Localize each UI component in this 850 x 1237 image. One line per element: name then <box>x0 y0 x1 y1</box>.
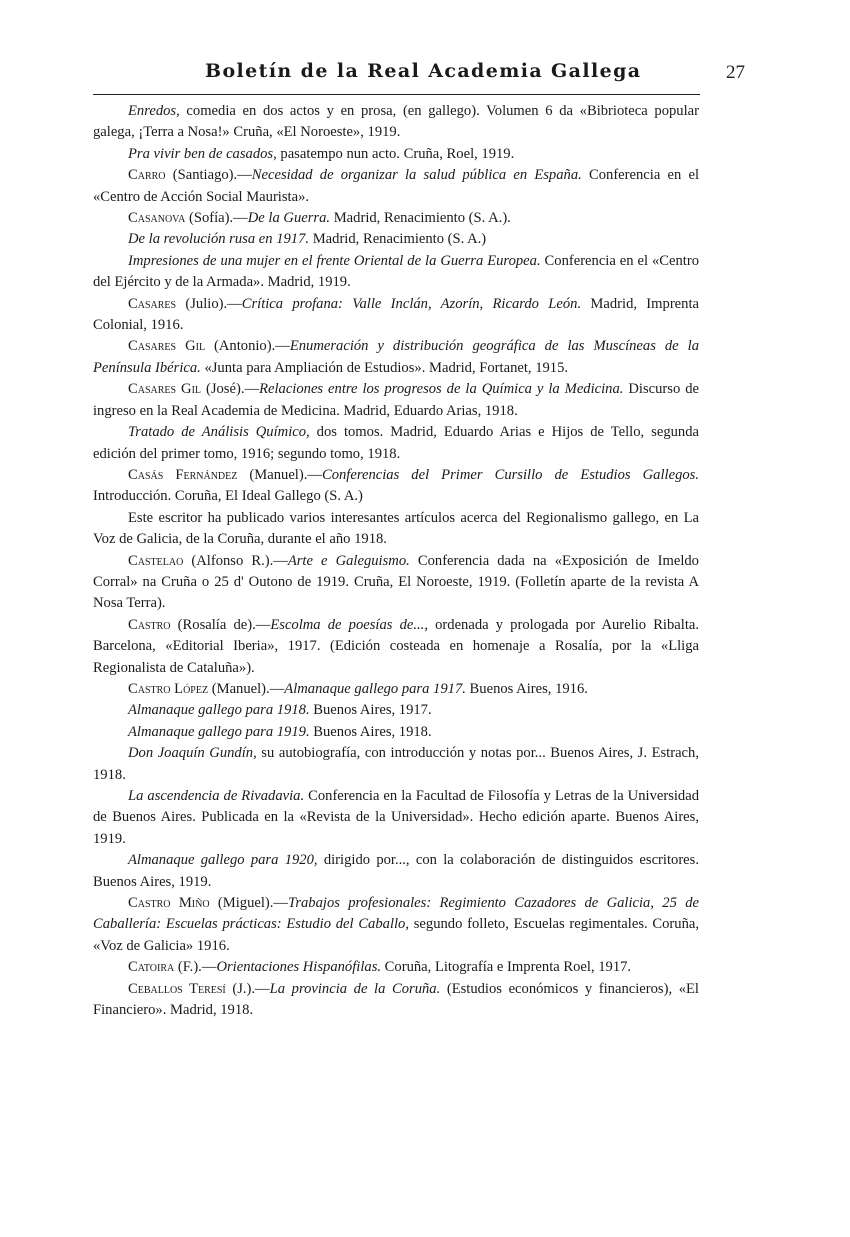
entry-author-detail: (Antonio).— <box>205 338 290 355</box>
entry-text: (Estudios económicos y financieros), «El Financiero». Madrid, 1918. <box>93 980 699 1019</box>
bibliography-entry <box>93 722 699 743</box>
entry-text: Buenos Aires, 1916. <box>465 680 588 697</box>
entry-title: Almanaque gallego para 1920, <box>128 852 318 869</box>
entry-text: Madrid, Renacimiento (S. A.). <box>330 210 511 227</box>
entry-author: Catoira <box>128 959 175 976</box>
entry-author: Castro <box>128 616 171 633</box>
entry-author: Carro <box>128 167 166 184</box>
entry-title: De la revolución rusa en 1917. <box>128 231 310 248</box>
entry-author-detail: (Julio).— <box>176 295 242 312</box>
entry-text: Este escritor ha publicado varios interesantes artículos acerca del Regionalismo gallego, en La Voz de Galicia, de la Coruña, durante el año 1918. <box>93 509 699 548</box>
bibliography-entry <box>93 208 699 229</box>
bibliography-entry <box>93 379 699 422</box>
bibliography-entry <box>93 465 699 508</box>
entry-text: Conferencia en el «Centro de Acción Social Maurista». <box>93 167 700 205</box>
bibliography-entry <box>93 551 699 615</box>
entry-title: Almanaque gallego para 1919. <box>128 723 310 740</box>
entry-author-detail: (Sofía).— <box>185 210 248 227</box>
entry-title: Relaciones entre los progresos de la Química y la Medicina. <box>259 381 624 398</box>
entry-text: dos tomos. Madrid, Eduardo Arias e Hijos de Tello, segunda edición del primer tomo, 1916; segundo tomo, 1918. <box>93 424 699 462</box>
entry-title: Enumeración y distribución geográfica de las Muscíneas de la Península Ibérica. <box>93 338 699 376</box>
bibliography-entry <box>93 679 699 700</box>
page-number: 27 <box>726 62 745 83</box>
entry-text: Buenos Aires, 1918. <box>309 723 432 740</box>
entry-text: Coruña, Litografía e Imprenta Roel, 1917. <box>381 959 632 976</box>
bibliography-entry <box>93 422 699 465</box>
entry-title: Tratado de Análisis Químico, <box>128 424 310 441</box>
bibliography-entry <box>93 508 699 551</box>
entry-author: Castro López <box>128 680 209 697</box>
entry-author: Casares <box>128 295 177 312</box>
entry-text: dirigido por..., con la colaboración de distinguidos escritores. Buenos Aires, 1919. <box>93 852 699 890</box>
entry-text: Madrid, Renacimiento (S. A.) <box>309 231 487 248</box>
entry-text: ordenada y prologada por Aurelio Ribalta. Barcelona, «Editorial Iberia», 1917. (Edición costeada en homenaje a Rosalía, por la «Lliga Regionalista de Cataluña»). <box>93 616 699 676</box>
bibliography-entry <box>93 229 699 250</box>
entry-author: Casares Gil <box>128 381 202 398</box>
entry-text: segundo folleto, Escuelas regimentales. Coruña, «Voz de Galicia» 1916. <box>93 916 699 954</box>
bibliography-entry <box>93 893 699 957</box>
bibliography-entry <box>93 101 699 144</box>
entry-title: La ascendencia de Rivadavia. <box>128 788 305 804</box>
entry-author: Ceballos Teresí <box>128 980 226 997</box>
entry-title: Pra vivir ben de casados, <box>128 145 277 162</box>
bibliography-entry <box>93 786 699 850</box>
entry-title: Conferencias del Primer Cursillo de Estudios Gallegos. <box>321 466 699 483</box>
entry-text: su autobiografía, con introducción y notas por... Buenos Aires, J. Estrach, 1918. <box>93 745 699 783</box>
entry-text: Conferencia en la Facultad de Filosofía y Letras de la Universidad de Buenos Aires. Publicada en la «Revista de la Universidad». Hecho edición aparte. Buenos Aires, 1919. <box>93 788 700 847</box>
bibliography-entry <box>93 743 699 786</box>
entry-text: Conferencia en el «Centro del Ejército y de la Armada». Madrid, 1919. <box>93 252 699 291</box>
entry-title: Escolma de poesías de..., <box>270 616 428 633</box>
entry-title: Almanaque gallego para 1917. <box>284 680 466 697</box>
entry-title: Enredos, <box>128 103 180 119</box>
bibliography-entry <box>93 294 699 337</box>
bibliography-entry <box>93 615 699 679</box>
entry-author: Casanova <box>128 210 186 227</box>
entry-author-detail: (José).— <box>201 381 260 398</box>
entry-title: Orientaciones Hispanófilas. <box>216 959 382 976</box>
bibliography-entry <box>93 850 699 893</box>
entry-author: Casás Fernández <box>128 466 238 483</box>
entry-title: De la Guerra. <box>247 210 331 227</box>
entry-text: pasatempo nun acto. Cruña, Roel, 1919. <box>276 145 515 162</box>
bibliography-entry <box>93 957 699 978</box>
bibliography-entry <box>93 700 699 721</box>
entry-author-detail: (Santiago).— <box>165 167 252 184</box>
entry-title: Crítica profana: Valle Inclán, Azorín, Ricardo León. <box>241 295 582 312</box>
running-title: Boletín de la Real Academia Gallega <box>205 60 642 82</box>
entry-author: Castelao <box>128 552 184 569</box>
entry-text: Conferencia dada na «Exposición de Imeldo Corral» na Cruña o 25 d' Outono de 1919. Cruña, El Noroeste, 1919. (Folletín aparte de la revista A Nosa Terra). <box>93 552 699 612</box>
entry-author-detail: (Rosalía de).— <box>170 616 271 633</box>
entry-title: Arte e Galeguismo. <box>287 552 410 569</box>
entry-title: Almanaque gallego para 1918. <box>128 702 310 719</box>
entry-title: Necesidad de organizar la salud pública en España. <box>251 167 582 184</box>
entry-title: Don Joaquín Gundín, <box>128 745 257 762</box>
bibliography-entry <box>93 144 699 165</box>
entry-author-detail: (Manuel).— <box>237 466 322 483</box>
page-header <box>93 58 745 95</box>
entry-text: Introducción. Coruña, El Ideal Gallego (S. A.) <box>93 488 363 505</box>
entry-text: Buenos Aires, 1917. <box>309 702 432 719</box>
entry-author-detail: (Alfonso R.).— <box>183 552 288 569</box>
entry-author: Castro Miño <box>128 895 210 912</box>
bibliography-entry <box>93 336 699 379</box>
entry-author: Casares Gil <box>128 338 206 355</box>
entry-text: Discurso de ingreso en la Real Academia de Medicina. Madrid, Eduardo Arias, 1918. <box>93 381 700 419</box>
entry-author-detail: (F.).— <box>174 959 217 976</box>
entry-title: Trabajos profesionales: Regimiento Cazadores de Galicia, 25 de Caballería: Escuelas prácticas: Estudio del Caballo, <box>93 895 699 933</box>
bibliography-list <box>93 101 699 1021</box>
entry-author-detail: (Miguel).— <box>209 895 289 912</box>
entry-text: Madrid, Imprenta Colonial, 1916. <box>93 295 699 334</box>
entry-author-detail: (J.).— <box>225 980 270 997</box>
entry-title: Impresiones de una mujer en el frente Oriental de la Guerra Europea. <box>128 252 541 269</box>
entry-title: La provincia de la Coruña. <box>269 980 441 997</box>
entry-author-detail: (Manuel).— <box>208 680 285 697</box>
bibliography-entry <box>93 165 699 208</box>
entry-text: «Junta para Ampliación de Estudios». Madrid, Fortanet, 1915. <box>200 359 569 376</box>
bibliography-entry <box>93 251 699 294</box>
bibliography-entry <box>93 979 699 1022</box>
entry-text: comedia en dos actos y en prosa, (en gallego). Volumen 6 da «Bibrioteca popular galega, ¡Terra a Nosa!» Cruña, «El Noroeste», 1919. <box>93 103 699 141</box>
